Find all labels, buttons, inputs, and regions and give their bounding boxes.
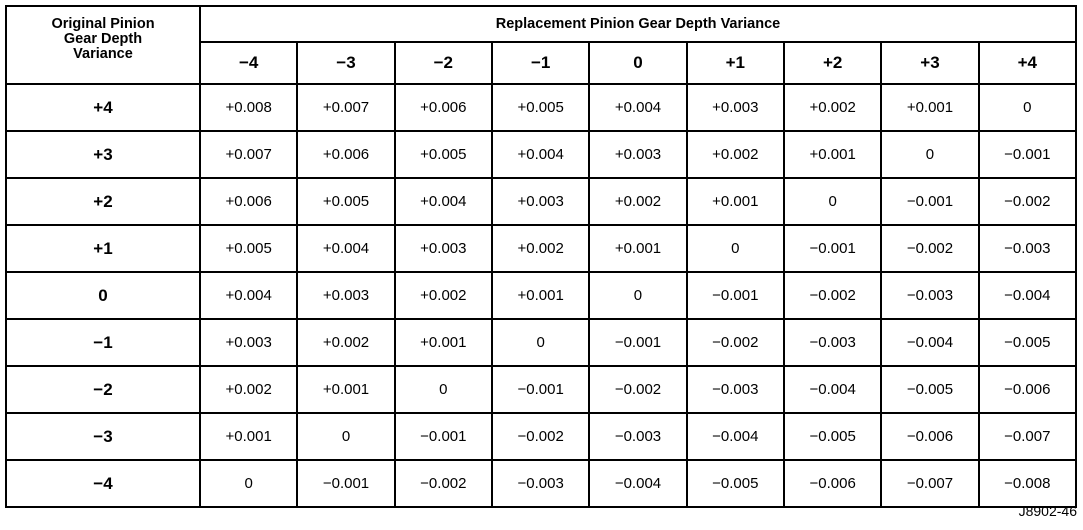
table-cell: +0.004 — [297, 225, 394, 272]
table-cell: −0.003 — [687, 366, 784, 413]
table-cell: −0.001 — [297, 460, 394, 507]
table-cell: −0.001 — [687, 272, 784, 319]
table-cell: −0.002 — [395, 460, 492, 507]
table-cell: −0.002 — [687, 319, 784, 366]
table-cell: +0.001 — [297, 366, 394, 413]
table-cell: +0.001 — [687, 178, 784, 225]
table-cell: +0.001 — [784, 131, 881, 178]
table-cell: +0.005 — [492, 84, 589, 131]
table-cell: +0.006 — [297, 131, 394, 178]
table-cell: 0 — [492, 319, 589, 366]
original-header-line-3: Variance — [73, 46, 133, 62]
table-cell: −0.001 — [395, 413, 492, 460]
column-header: +2 — [784, 42, 881, 84]
table-cell: −0.004 — [784, 366, 881, 413]
table-cell: −0.007 — [979, 413, 1076, 460]
table-cell: +0.004 — [589, 84, 686, 131]
table-cell: +0.002 — [589, 178, 686, 225]
table-cell: +0.001 — [881, 84, 978, 131]
column-header: +1 — [687, 42, 784, 84]
table-row — [6, 131, 1076, 178]
table-cell: +0.002 — [784, 84, 881, 131]
table-cell: −0.002 — [589, 366, 686, 413]
table-row — [6, 225, 1076, 272]
table-cell: +0.006 — [200, 178, 297, 225]
table-cell: 0 — [297, 413, 394, 460]
table-row — [6, 413, 1076, 460]
table-cell: −0.005 — [784, 413, 881, 460]
table-cell: −0.002 — [979, 178, 1076, 225]
row-header: +4 — [6, 84, 200, 131]
table-cell: +0.006 — [395, 84, 492, 131]
table-cell: +0.002 — [492, 225, 589, 272]
table-cell: +0.003 — [492, 178, 589, 225]
table-cell: +0.004 — [492, 131, 589, 178]
table-cell: +0.001 — [200, 413, 297, 460]
table-cell: −0.004 — [687, 413, 784, 460]
table-cell: +0.005 — [200, 225, 297, 272]
table-cell: 0 — [784, 178, 881, 225]
table-cell: −0.005 — [979, 319, 1076, 366]
row-header: −3 — [6, 413, 200, 460]
table-cell: +0.004 — [200, 272, 297, 319]
table-cell: +0.003 — [200, 319, 297, 366]
pinion-depth-table-container — [5, 5, 1077, 508]
row-header: +1 — [6, 225, 200, 272]
table-cell: −0.004 — [589, 460, 686, 507]
table-cell: +0.002 — [297, 319, 394, 366]
table-cell: −0.006 — [784, 460, 881, 507]
table-cell: +0.002 — [395, 272, 492, 319]
original-variance-header — [6, 6, 200, 84]
column-header: +4 — [979, 42, 1076, 84]
table-cell: +0.003 — [395, 225, 492, 272]
row-header: +3 — [6, 131, 200, 178]
table-cell: −0.006 — [881, 413, 978, 460]
table-cell: −0.003 — [589, 413, 686, 460]
table-cell: +0.003 — [297, 272, 394, 319]
row-header: 0 — [6, 272, 200, 319]
table-cell: −0.005 — [881, 366, 978, 413]
table-cell: 0 — [200, 460, 297, 507]
table-cell: +0.002 — [687, 131, 784, 178]
table-cell: −0.004 — [979, 272, 1076, 319]
table-cell: +0.008 — [200, 84, 297, 131]
table-cell: −0.001 — [881, 178, 978, 225]
table-cell: −0.005 — [687, 460, 784, 507]
table-cell: −0.008 — [979, 460, 1076, 507]
table-cell: −0.003 — [784, 319, 881, 366]
table-cell: +0.004 — [395, 178, 492, 225]
table-cell: +0.003 — [687, 84, 784, 131]
header-row-group — [6, 6, 1076, 42]
row-header: −2 — [6, 366, 200, 413]
table-cell: +0.005 — [395, 131, 492, 178]
row-header: −1 — [6, 319, 200, 366]
table-cell: +0.002 — [200, 366, 297, 413]
original-header-line-1: Original Pinion — [51, 16, 155, 32]
row-header: +2 — [6, 178, 200, 225]
table-cell: −0.003 — [979, 225, 1076, 272]
original-header-line-2: Gear Depth — [63, 31, 143, 47]
table-row — [6, 366, 1076, 413]
table-cell: 0 — [979, 84, 1076, 131]
table-cell: −0.001 — [979, 131, 1076, 178]
table-cell: +0.001 — [492, 272, 589, 319]
table-cell: −0.001 — [492, 366, 589, 413]
table-row — [6, 84, 1076, 131]
table-row — [6, 460, 1076, 507]
table-cell: +0.003 — [589, 131, 686, 178]
column-header: 0 — [589, 42, 686, 84]
figure-id: J8902-46 — [1018, 503, 1077, 519]
table-cell: −0.003 — [881, 272, 978, 319]
replacement-variance-header: Replacement Pinion Gear Depth Variance — [200, 6, 1076, 42]
table-cell: +0.001 — [589, 225, 686, 272]
column-header: +3 — [881, 42, 978, 84]
table-row — [6, 272, 1076, 319]
table-body — [6, 84, 1076, 507]
table-cell: +0.001 — [395, 319, 492, 366]
column-header: −4 — [200, 42, 297, 84]
table-cell: −0.002 — [492, 413, 589, 460]
row-header: −4 — [6, 460, 200, 507]
table-cell: 0 — [687, 225, 784, 272]
table-row — [6, 178, 1076, 225]
column-header: −1 — [492, 42, 589, 84]
column-header: −3 — [297, 42, 394, 84]
table-cell: 0 — [881, 131, 978, 178]
table-cell: −0.006 — [979, 366, 1076, 413]
table-cell: −0.001 — [589, 319, 686, 366]
table-cell: +0.007 — [297, 84, 394, 131]
table-cell: 0 — [589, 272, 686, 319]
table-cell: −0.003 — [492, 460, 589, 507]
table-row — [6, 319, 1076, 366]
column-header: −2 — [395, 42, 492, 84]
table-cell: −0.001 — [784, 225, 881, 272]
table-cell: +0.005 — [297, 178, 394, 225]
table-cell: −0.002 — [881, 225, 978, 272]
table-cell: −0.007 — [881, 460, 978, 507]
table-cell: −0.004 — [881, 319, 978, 366]
pinion-depth-variance-table — [5, 5, 1077, 508]
table-cell: +0.007 — [200, 131, 297, 178]
table-cell: 0 — [395, 366, 492, 413]
table-cell: −0.002 — [784, 272, 881, 319]
